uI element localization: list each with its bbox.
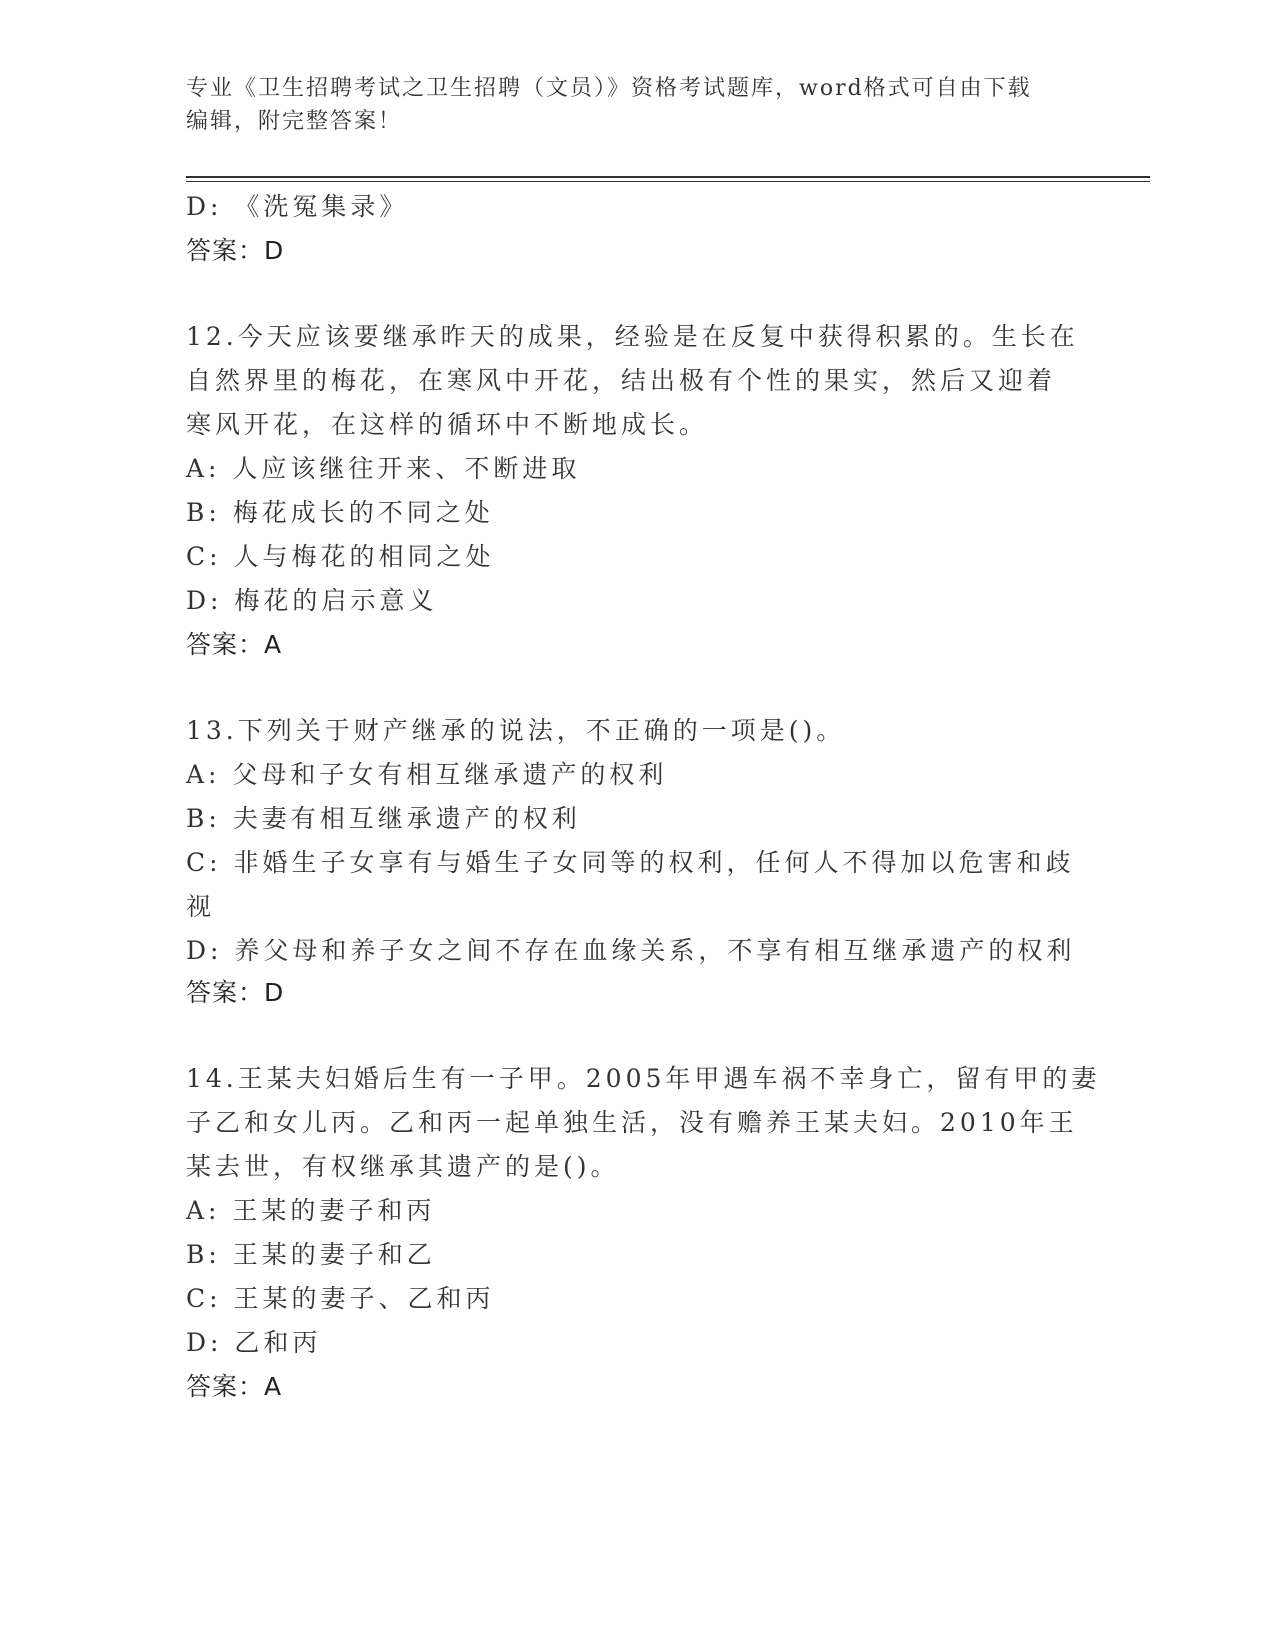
document-header — [186, 72, 1066, 138]
q13-option-b: B: 夫妻有相互继承遗产的权利 — [186, 804, 581, 833]
prev-option-d: D: 《洗冤集录》 — [186, 192, 409, 221]
q14-option-d: D: 乙和丙 — [186, 1328, 322, 1357]
q12-option-d: D: 梅花的启示意义 — [186, 586, 438, 615]
q14-option-a: A: 王某的妻子和丙 — [186, 1196, 436, 1225]
header-divider-thin — [186, 181, 1150, 182]
header-divider-thick — [186, 176, 1150, 178]
q13-option-d: D: 养父母和养子女之间不存在血缘关系，不享有相互继承遗产的权利 — [186, 936, 1076, 965]
q13-option-c: C: 非婚生子女享有与婚生子女同等的权利，任何人不得加以危害和歧 — [186, 848, 1075, 877]
q12-answer: 答案：A — [186, 630, 283, 659]
header-line-1: 专业《卫生招聘考试之卫生招聘（文员）》资格考试题库，word格式可自由下载 — [186, 76, 1032, 101]
prev-answer: 答案：D — [186, 236, 285, 265]
q12-option-b: B: 梅花成长的不同之处 — [186, 498, 494, 527]
q12-stem-line-3: 寒风开花，在这样的循环中不断地成长。 — [186, 410, 709, 439]
q14-answer: 答案：A — [186, 1372, 283, 1401]
q12-stem-line-1: 12.今天应该要继承昨天的成果，经验是在反复中获得积累的。生长在 — [186, 322, 1079, 351]
q13-option-a: A: 父母和子女有相互继承遗产的权利 — [186, 760, 668, 789]
q14-stem-line-1: 14.王某夫妇婚后生有一子甲。2005年甲遇车祸不幸身亡，留有甲的妻 — [186, 1064, 1101, 1093]
q12-stem-line-2: 自然界里的梅花，在寒风中开花，结出极有个性的果实，然后又迎着 — [186, 366, 1057, 395]
q13-stem-line-1: 13.下列关于财产继承的说法，不正确的一项是()。 — [186, 716, 846, 745]
q14-stem-line-2: 子乙和女儿丙。乙和丙一起单独生活，没有赡养王某夫妇。2010年王 — [186, 1108, 1078, 1137]
q13-option-c-continued: 视 — [186, 892, 216, 921]
q14-stem-line-3: 某去世，有权继承其遗产的是()。 — [186, 1152, 620, 1181]
header-line-2: 编辑，附完整答案！ — [186, 109, 403, 134]
q14-option-c: C: 王某的妻子、乙和丙 — [186, 1284, 495, 1313]
q14-option-b: B: 王某的妻子和乙 — [186, 1240, 436, 1269]
q13-answer: 答案：D — [186, 978, 285, 1007]
q12-option-a: A: 人应该继往开来、不断进取 — [186, 454, 581, 483]
q12-option-c: C: 人与梅花的相同之处 — [186, 542, 495, 571]
